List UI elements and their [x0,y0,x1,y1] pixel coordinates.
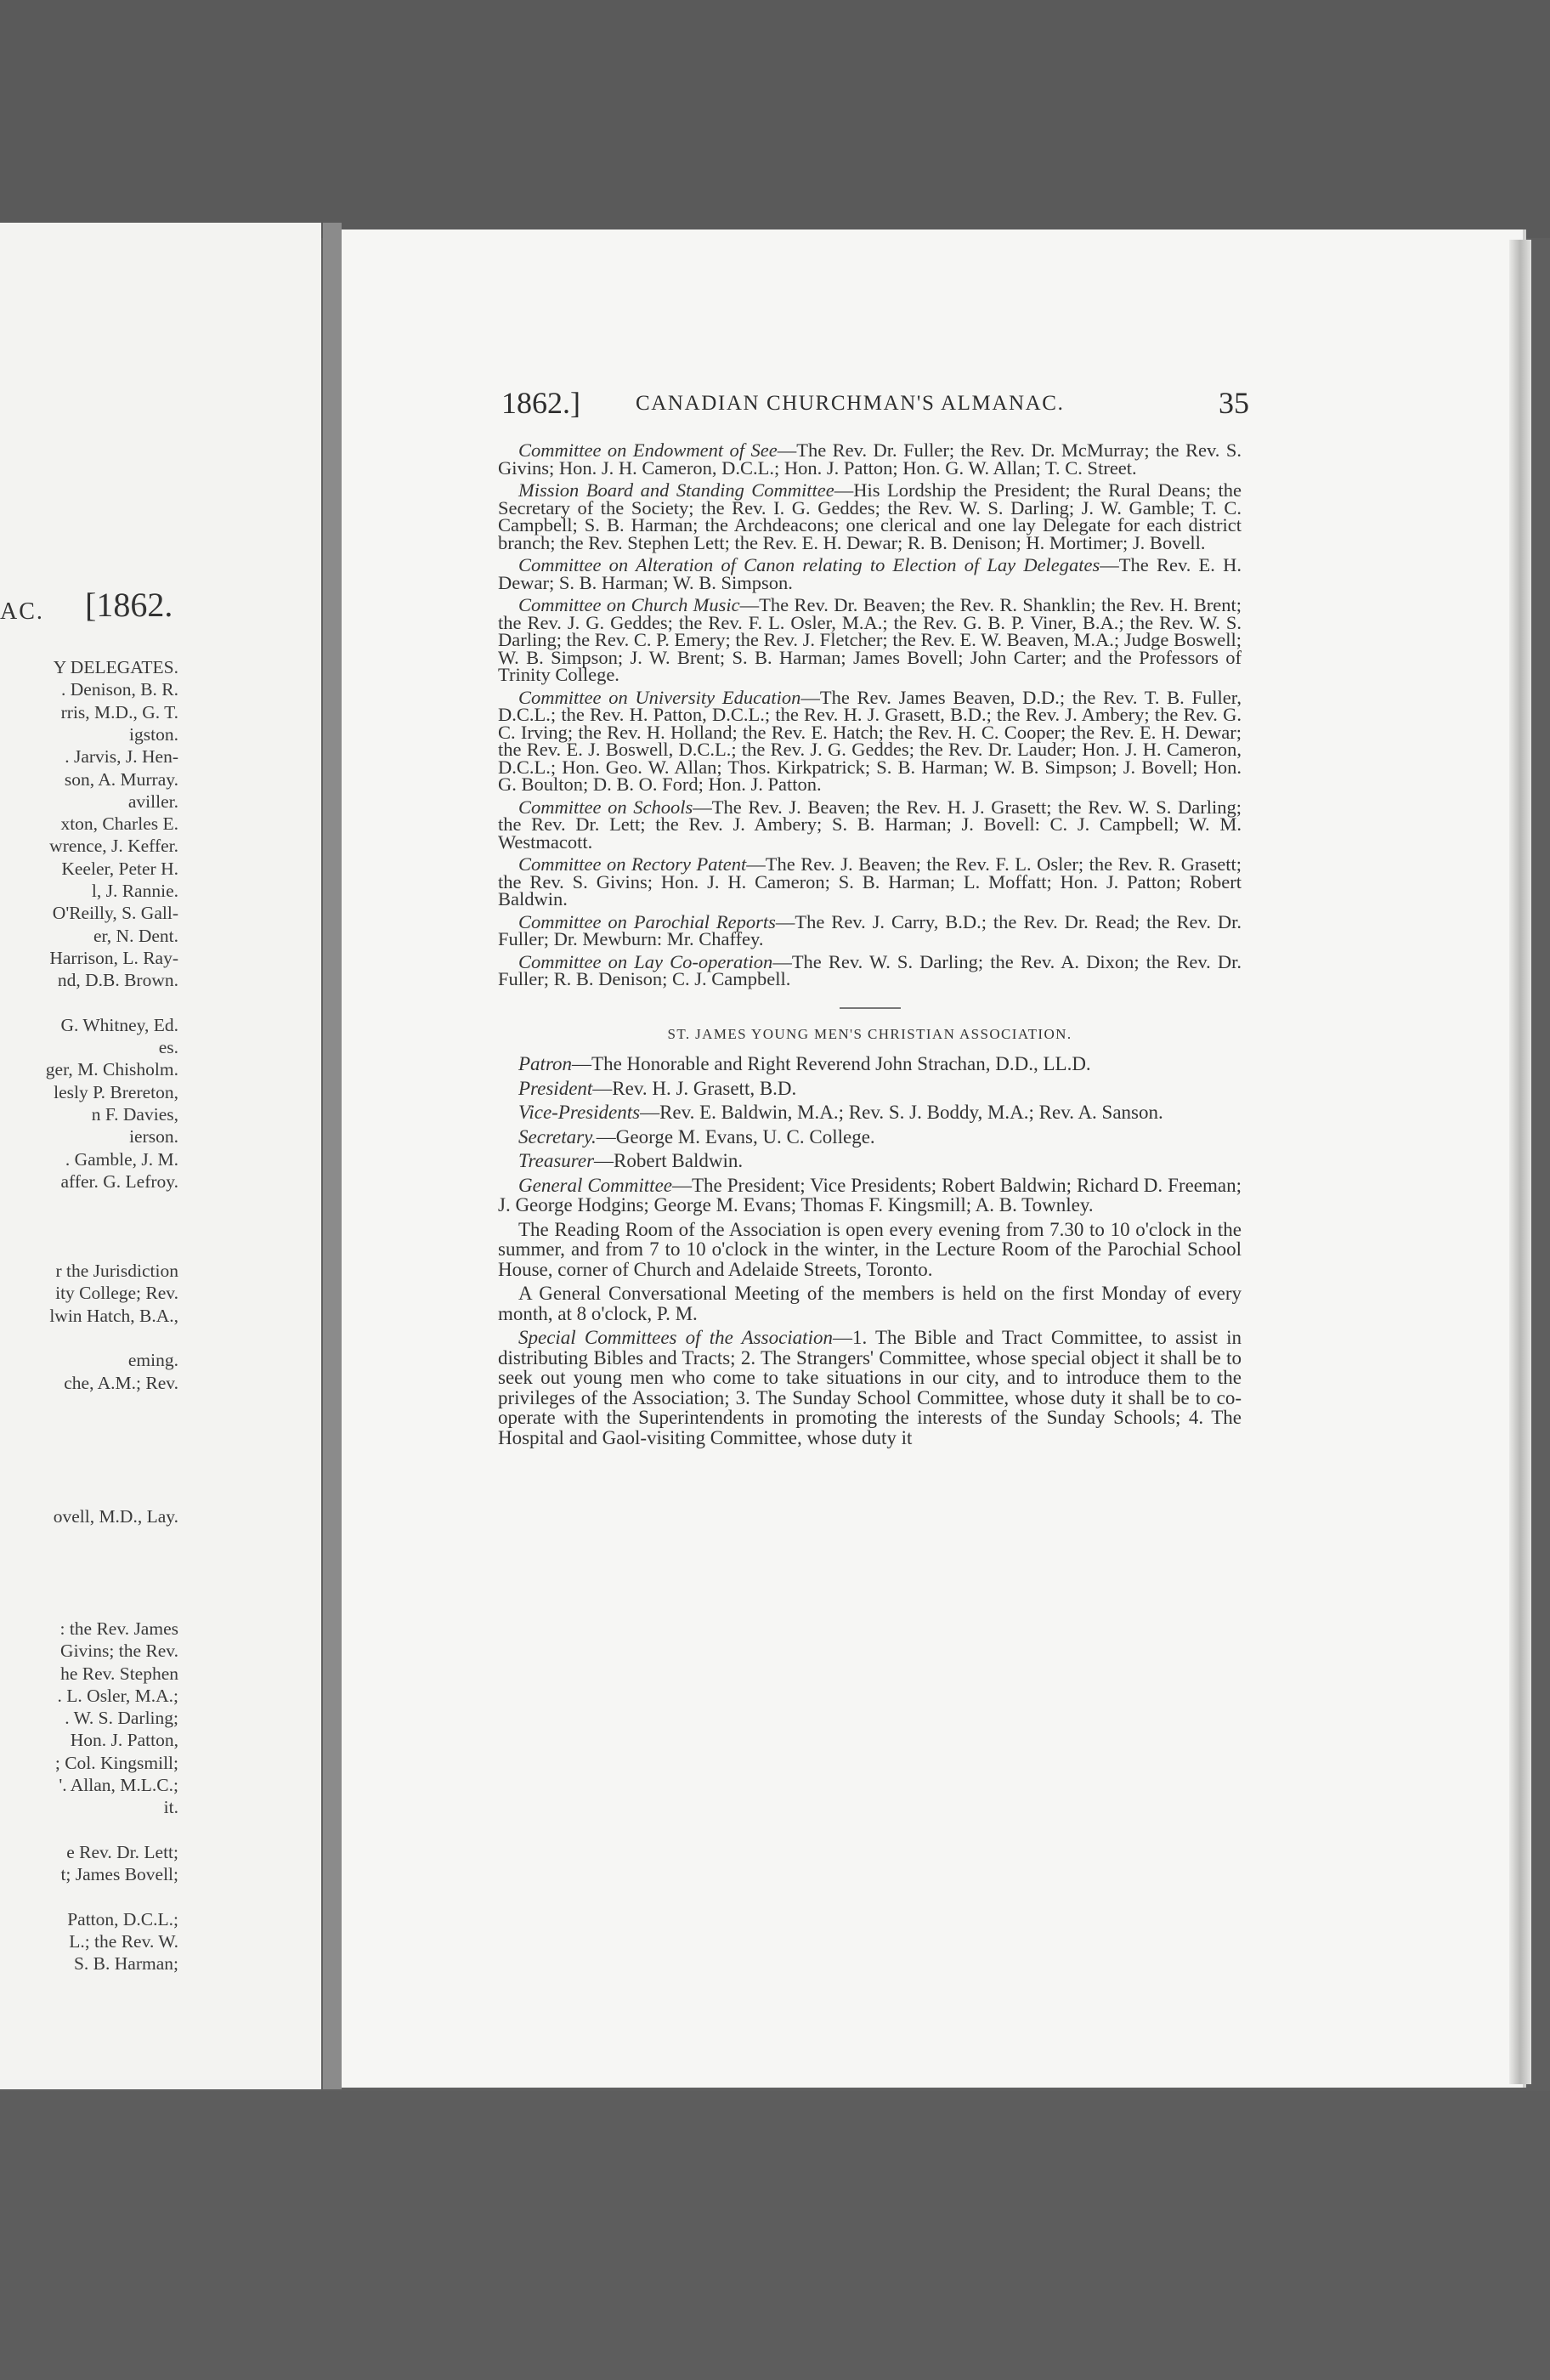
committee-title: Committee on Schools [518,796,693,818]
left-page-line: l, J. Rannie. [91,881,178,901]
left-page-line: rris, M.D., G. T. [60,701,178,722]
left-page-line: : the Rev. James [59,1618,178,1639]
left-page-line: . W. S. Darling; [65,1708,178,1729]
left-header-year: [1862. [85,586,173,624]
officer-title: Secretary. [518,1125,597,1148]
left-page-line: son, A. Murray. [64,768,178,790]
left-page-line: Givins; the Rev. [60,1640,178,1662]
committee-members: —His Lordship the President; the Rural Deans; the Secretary of the Society; the Rev. I. G. Geddes; the Rev. W. S. Darling; J. W. Gamble; T. C. Campbell; S. B. Harman; the Archdeacons; one clerical and one lay Delegate for each district branch; the Rev. Stephen Lett; the Rev. E. H. Dewar; R. B. Denison; H. Mortimer; J. Bovell. [498,479,1242,553]
special-committees-title: Special Committees of the Association [518,1327,833,1348]
special-committees-paragraph [498,1328,1242,1448]
officer-entry [498,1151,1242,1171]
officer-entry [498,1127,1242,1148]
left-page-line: '. Allan, M.L.C.; [59,1775,178,1795]
committee-entry [498,796,1242,853]
officer-entry [498,1102,1242,1123]
committee-members: —The Rev. W. S. Darling; the Rev. A. Dixon; the Rev. Dr. Fuller; R. B. Denison; C. J. Campbell. [498,950,1242,989]
committee-entry [498,950,1242,989]
association-section [498,1024,1242,1448]
committee-title: Committee on Lay Co-operation [518,950,773,972]
officer-title: General Committee [518,1174,672,1196]
left-page-line: lesly P. Brereton, [54,1081,178,1102]
left-page-line: n F. Davies, [91,1104,178,1125]
left-page-line: aviller. [127,790,178,812]
section-divider [840,1007,901,1009]
left-page-line: es. [158,1037,178,1058]
left-facing-page [0,223,321,2089]
left-page-line: affer. G. Lefroy. [60,1170,178,1192]
committee-title: Mission Board and Standing Committee [518,479,834,501]
left-page-line: ity College; Rev. [55,1283,178,1304]
committee-title: Committee on Endowment of See [518,439,778,461]
scan-background-top [0,0,1550,238]
left-page-line: ovell, M.D., Lay. [53,1506,178,1527]
left-page-line: wrence, J. Keffer. [49,836,178,857]
left-page-line: Hon. J. Patton, [70,1730,178,1751]
reading-room-paragraph: The Reading Room of the Association is open every evening from 7.30 to 10 o'clock in the summer, and from 7 to 10 o'clock in the winter, in the Lecture Room of the Parochial School House, corner of Church and Adelaide Streets, Toronto. [498,1218,1242,1280]
meeting-paragraph: A General Conversational Meeting of the members is held on the first Monday of every month, at 8 o'clock, P. M. [498,1283,1242,1324]
page-edge [1509,240,1531,2084]
committee-members: —The Rev. J. Beaven; the Rev. H. J. Grasett; the Rev. W. S. Darling; the Rev. Dr. Lett; the Rev. J. Ambery; S. B. Harman; J. Bovell: C. J. Campbell; W. M. Westmacott. [498,796,1242,853]
committee-title: Committee on University Education [518,686,801,708]
committee-title: Committee on Alteration of Canon relating to Election of Lay Delegates [518,554,1100,575]
left-page-line: nd, D.B. Brown. [57,970,178,991]
left-page-line: ; Col. Kingsmill; [54,1752,178,1773]
committee-title: Committee on Rectory Patent [518,853,747,875]
officer-title: Patron [518,1053,573,1074]
officer-name: —The Honorable and Right Reverend John Strachan, D.D., LL.D. [572,1053,1091,1074]
committee-members: —The Rev. J. Beaven; the Rev. F. L. Osler; the Rev. R. Grasett; the Rev. S. Givins; Hon. J. H. Cameron; S. B. Harman; L. Moffatt; Hon. J. Patton; Robert Baldwin. [498,853,1242,910]
left-page-line: ierson. [129,1126,178,1148]
left-page-line: . Gamble, J. M. [65,1148,178,1170]
left-page-line: eming. [127,1350,178,1371]
left-page-line: Keeler, Peter H. [61,858,178,879]
officer-title: President [518,1077,593,1099]
left-page-line: O'Reilly, S. Gall- [52,903,178,924]
left-page-line: igston. [129,723,178,745]
committee-members: —The Rev. James Beaven, D.D.; the Rev. T. B. Fuller, D.C.L.; the Rev. H. Patton, D.C.L.; the Rev. H. J. Grasett, B.D.; the Rev. J. Ambery; the Rev. G. C. Irving; the Rev. H. Holland; the Rev. E. Hatch; the Rev. H. C. Cooper; the Rev. E. H. Dewar; the Rev. E. J. Boswell, D.C.L.; the Rev. J. G. Geddes; the Rev. Dr. Lauder; Hon. J. H. Cameron, D.C.L.; Hon. Geo. W. Allan; Thos. Kirkpatrick; S. B. Harman; W. B. Simpson; J. Bovell; Hon. G. Boulton; D. B. O. Ford; Hon. J. Patton. [498,686,1242,795]
association-officers [498,1054,1242,1216]
running-head [501,385,1249,428]
left-page-line: Y DELEGATES. [53,657,178,677]
committee-entry [498,910,1242,949]
left-page-line: S. B. Harman; [73,1953,178,1975]
left-page-line: L.; the Rev. W. [69,1931,178,1952]
committee-title: Committee on Parochial Reports [518,910,776,932]
committee-members: —The Rev. E. H. Dewar; S. B. Harman; W. B. Simpson. [498,554,1242,593]
left-page-line: e Rev. Dr. Lett; [66,1841,178,1862]
committee-entry [498,554,1242,593]
left-page-line: t; James Bovell; [60,1864,178,1885]
left-page-line: er, N. Dent. [93,925,178,946]
officer-entry [498,1054,1242,1074]
officer-entry [498,1176,1242,1216]
officer-name: —George M. Evans, U. C. College. [596,1125,875,1148]
committee-entry [498,439,1242,479]
officer-name: —Rev. H. J. Grasett, B.D. [592,1077,797,1099]
left-page-line: r the Jurisdiction [55,1261,178,1282]
officer-name: —The President; Vice Presidents; Robert Baldwin; Richard D. Freeman; J. George Hodgins; George M. Evans; Thomas F. Kingsmill; A. B. Townley. [498,1174,1242,1216]
committee-members: —The Rev. J. Carry, B.D.; the Rev. Dr. Read; the Rev. Dr. Fuller; Dr. Mewburn: Mr. Chaffey. [498,910,1242,949]
committee-entry [498,594,1242,685]
page-content [498,439,1242,1452]
page-number: 35 [1219,386,1249,420]
left-page-line: it. [163,1797,178,1818]
officer-title: Treasurer [518,1150,595,1171]
left-page-line: Harrison, L. Ray- [49,947,178,968]
committee-entry [498,686,1242,795]
left-header-word: AC. [0,598,44,625]
committee-list [498,439,1242,989]
left-page-line: G. Whitney, Ed. [60,1014,178,1035]
scan-background-bottom [0,2091,1550,2380]
left-page-line: . L. Osler, M.A.; [57,1685,178,1706]
running-head-title: CANADIAN CHURCHMAN'S ALMANAC. [636,392,1065,415]
running-head-year: 1862.] [501,386,580,420]
book-spine [323,223,342,2089]
committee-members: —The Rev. Dr. Beaven; the Rev. R. Shanklin; the Rev. H. Brent; the Rev. J. G. Geddes; the Rev. F. L. Osler, M.A.; the Rev. G. B. P. Viner, B.A.; the Rev. W. S. Darling; the Rev. C. P. Emery; the Rev. J. Fletcher; the Rev. E. W. Beaven, M.A.; Judge Boswell; W. B. Simpson; J. W. Brent; S. B. Harman; James Bovell; John Carter; and the Professors of Trinity College. [498,594,1242,685]
officer-name: —Rev. E. Baldwin, M.A.; Rev. S. J. Boddy, M.A.; Rev. A. Sanson. [640,1102,1163,1123]
officer-name: —Robert Baldwin. [594,1150,744,1171]
left-page-line: he Rev. Stephen [60,1663,178,1684]
officer-title: Vice-Presidents [518,1102,641,1123]
left-page-line: lwin Hatch, B.A., [49,1305,178,1326]
left-page-line: . Denison, B. R. [61,679,178,700]
committee-members: —The Rev. Dr. Fuller; the Rev. Dr. McMurray; the Rev. S. Givins; Hon. J. H. Cameron, D.C.L.; Hon. J. Patton; Hon. G. W. Allan; T. C. Street. [498,439,1242,479]
left-page-line: Patton, D.C.L.; [67,1908,178,1930]
committee-entry [498,853,1242,910]
officer-entry [498,1079,1242,1099]
left-page-line: xton, Charles E. [60,813,178,835]
left-page-line: ger, M. Chisholm. [45,1059,178,1080]
committee-title: Committee on Church Music [518,594,740,615]
left-page-line: . Jarvis, J. Hen- [65,746,178,768]
committee-entry [498,479,1242,553]
special-committees-text: —1. The Bible and Tract Committee, to assist in distributing Bibles and Tracts; 2. The Strangers' Committee, whose special object it shall be to seek out young men who come to take situations in our city, and to introduce them to the privileges of the Association; 3. The Sunday School Committee, whose duty it shall be to co-operate with the Superintendents in promoting the interests of the Sunday Schools; 4. The Hospital and Gaol-visiting Committee, whose duty it [498,1327,1242,1448]
association-title: ST. JAMES YOUNG MEN'S CHRISTIAN ASSOCIATION. [667,1025,1072,1042]
left-page-line: che, A.M.; Rev. [64,1372,178,1393]
